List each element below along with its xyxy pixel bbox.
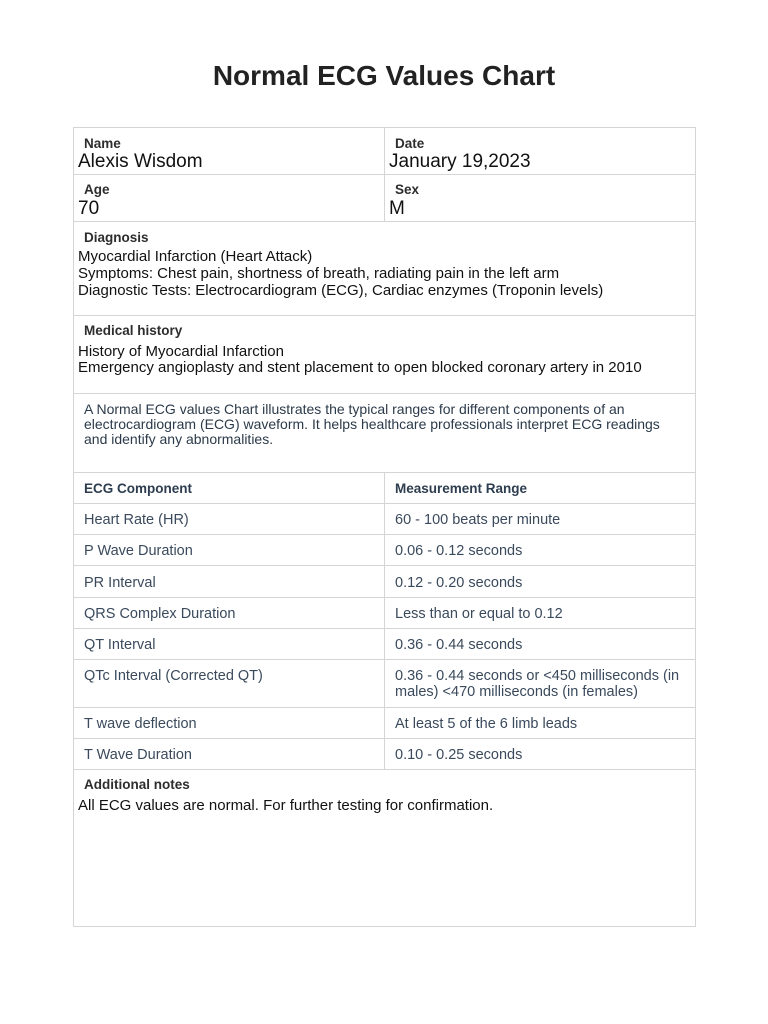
age-label: Age: [84, 182, 110, 197]
header-component: ECG Component: [84, 481, 192, 496]
table-cell: [385, 660, 695, 707]
measurement-range: 0.10 - 0.25 seconds: [395, 747, 523, 763]
additional-notes-text: All ECG values are normal. For further testing for confirmation.: [78, 797, 494, 814]
table-row: [74, 660, 695, 708]
table-cell: [385, 535, 695, 565]
measurement-range: Less than or equal to 0.12: [395, 606, 563, 622]
component-name: QT Interval: [84, 637, 156, 653]
page-title: Normal ECG Values Chart: [212, 60, 556, 91]
header-cell: [74, 473, 385, 503]
additional-notes-label: Additional notes: [84, 777, 190, 792]
diagnosis-label: Diagnosis: [84, 230, 149, 245]
age-sex-row: [74, 175, 695, 222]
diagnosis-line: Symptoms: Chest pain, shortness of breath, radiating pain in the left arm: [78, 265, 560, 282]
description-text: A Normal ECG values Chart illustrates the typical ranges for different components of an electrocardiogram (ECG) waveform. It helps healthcare professionals interpret ECG readings and identify any abnormalities.: [84, 401, 660, 447]
date-label: Date: [395, 136, 425, 151]
table-cell: [385, 598, 695, 628]
table-row: [74, 535, 695, 566]
table-cell: [385, 708, 695, 738]
medical-history-line: History of Myocardial Infarction: [78, 343, 284, 360]
table-header: [74, 473, 695, 504]
medical-history-label: Medical history: [84, 323, 183, 338]
additional-notes-section[interactable]: [74, 770, 695, 926]
table-row: [74, 504, 695, 535]
component-name: QRS Complex Duration: [84, 606, 236, 622]
table-cell: [385, 566, 695, 597]
measurement-range: 60 - 100 beats per minute: [395, 512, 561, 528]
table-row: [74, 708, 695, 739]
header-range: Measurement Range: [395, 481, 528, 496]
name-label: Name: [84, 136, 121, 151]
table-cell: [74, 566, 385, 597]
component-name: QTc Interval (Corrected QT): [84, 668, 263, 684]
sex-field[interactable]: [385, 175, 695, 221]
age-field[interactable]: [74, 175, 385, 221]
header-cell: [385, 473, 695, 503]
diagnosis-line: Diagnostic Tests: Electrocardiogram (ECG), Cardiac enzymes (Troponin levels): [78, 282, 604, 299]
table-cell: [74, 629, 385, 659]
name-date-row: [74, 128, 695, 175]
medical-history-line: Emergency angioplasty and stent placement to open blocked coronary artery in 2010: [78, 359, 642, 376]
sex-label: Sex: [395, 182, 420, 197]
table-row: [74, 566, 695, 598]
age-value: 70: [78, 198, 100, 219]
table-cell: [385, 504, 695, 534]
component-name: T wave deflection: [84, 716, 197, 732]
component-name: Heart Rate (HR): [84, 512, 189, 528]
table-cell: [74, 660, 385, 707]
ecg-form: [73, 127, 696, 927]
description-section: [74, 394, 695, 473]
date-value: January 19,2023: [389, 151, 531, 172]
measurement-range: At least 5 of the 6 limb leads: [395, 716, 578, 732]
diagnosis-section[interactable]: [74, 222, 695, 316]
name-value: Alexis Wisdom: [78, 151, 203, 172]
medical-history-section[interactable]: [74, 316, 695, 394]
measurement-range: 0.12 - 0.20 seconds: [395, 575, 523, 591]
measurement-range: 0.36 - 0.44 seconds: [395, 637, 523, 653]
sex-value: M: [389, 198, 405, 219]
table-row: [74, 629, 695, 660]
component-name: PR Interval: [84, 575, 156, 591]
table-row: [74, 598, 695, 629]
date-field[interactable]: [385, 128, 695, 174]
measurement-range: 0.06 - 0.12 seconds: [395, 543, 523, 559]
table-cell: [74, 598, 385, 628]
table-row: [74, 739, 695, 770]
table-cell: [74, 708, 385, 738]
measurement-range: 0.36 - 0.44 seconds or <450 milliseconds (in males) <470 milliseconds (in females): [395, 668, 680, 700]
table-cell: [74, 504, 385, 534]
table-cell: [74, 739, 385, 769]
component-name: P Wave Duration: [84, 543, 193, 559]
table-cell: [385, 739, 695, 769]
name-field[interactable]: [74, 128, 385, 174]
component-name: T Wave Duration: [84, 747, 192, 763]
diagnosis-line: Myocardial Infarction (Heart Attack): [78, 248, 313, 265]
table-cell: [74, 535, 385, 565]
table-cell: [385, 629, 695, 659]
